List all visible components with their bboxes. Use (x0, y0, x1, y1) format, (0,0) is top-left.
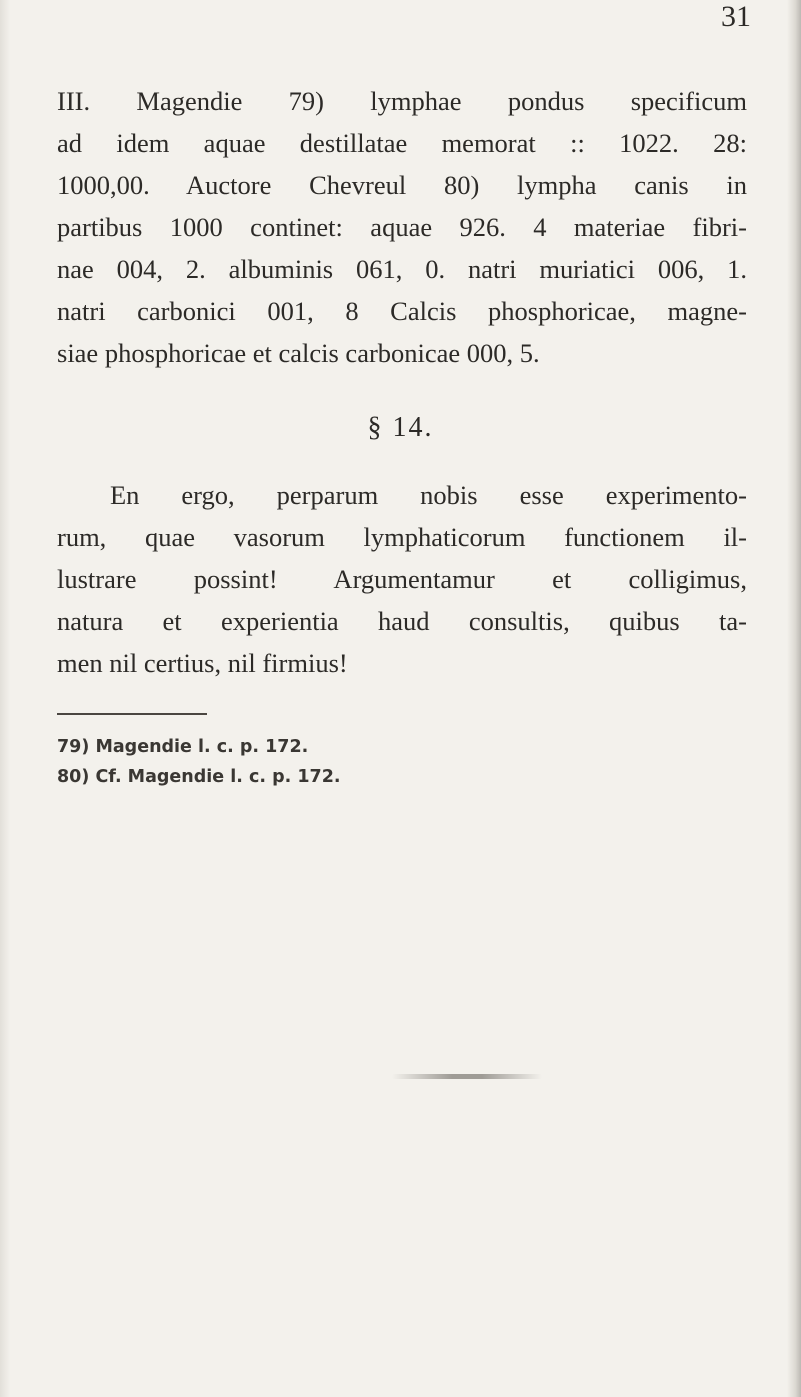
text-line: natri carbonici 001, 8 Calcis phosphoricae, magne- (57, 296, 747, 326)
section-heading: § 14. (367, 412, 434, 443)
text-line: rum, quae vasorum lymphaticorum functionem il- (57, 522, 747, 552)
page-left-edge (0, 0, 10, 1397)
text-line: partibus 1000 continet: aquae 926. 4 materiae fibri- (57, 212, 747, 242)
text-line: lustrare possint! Argumentamur et colligimus, (57, 564, 747, 594)
text-line: 1000,00. Auctore Chevreul 80) lympha canis in (57, 170, 747, 200)
footnote-rule (57, 713, 207, 715)
text-line: ad idem aquae destillatae memorat :: 1022. 28: (57, 128, 747, 158)
footnote-80: 80) Cf. Magendie l. c. p. 172. (57, 767, 341, 787)
page-right-edge (787, 0, 801, 1397)
ink-smudge (392, 1074, 542, 1079)
text-line: En ergo, perparum nobis esse experimento- (110, 480, 747, 510)
text-line: III. Magendie 79) lymphae pondus specificum (57, 86, 747, 116)
footnote-79: 79) Magendie l. c. p. 172. (57, 737, 309, 757)
text-line: siae phosphoricae et calcis carbonicae 000, 5. (57, 338, 540, 368)
text-line: natura et experientia haud consultis, quibus ta- (57, 606, 747, 636)
text-line: nae 004, 2. albuminis 061, 0. natri muriatici 006, 1. (57, 254, 747, 284)
text-line: men nil certius, nil firmius! (57, 648, 348, 678)
page-number: 31 (721, 0, 751, 33)
